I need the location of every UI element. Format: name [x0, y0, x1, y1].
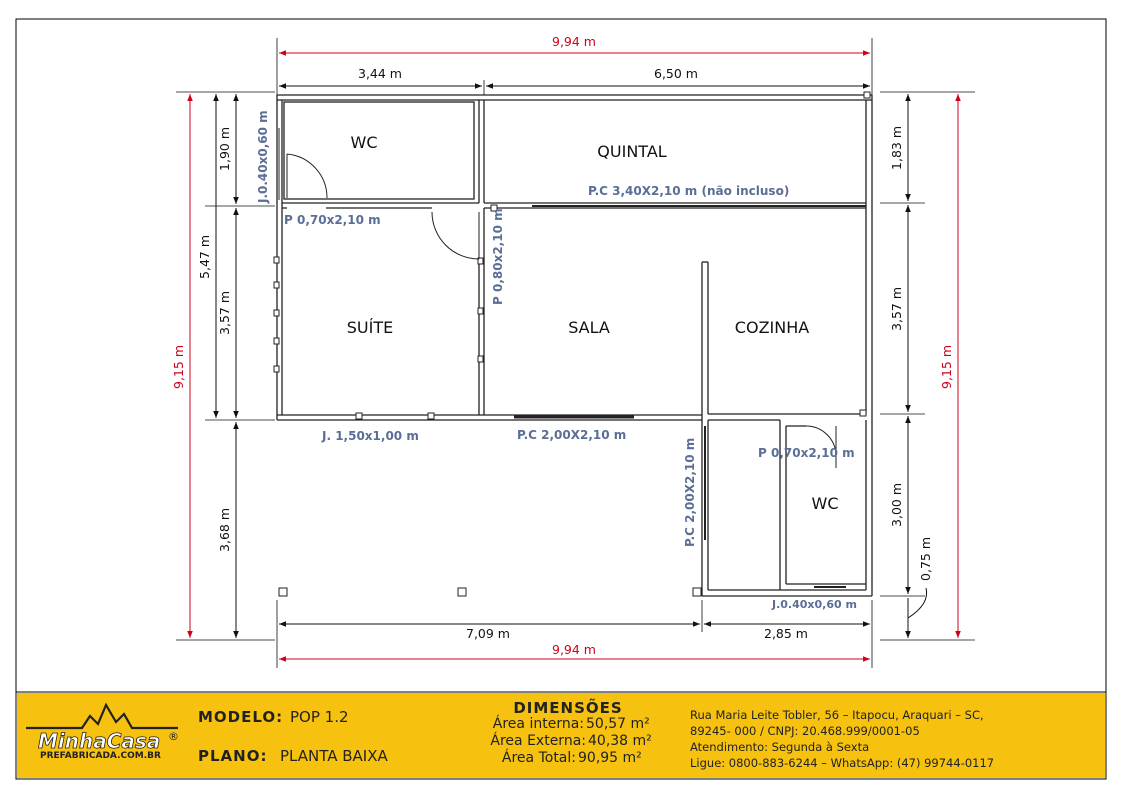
address-line-1: Rua Maria Leite Tobler, 56 – Itapocu, Araquari – SC, [690, 708, 984, 722]
plano-value: PLANTA BAIXA [280, 747, 388, 765]
area-externa-value: 40,38 m² [588, 733, 652, 749]
dim-bottom-total: 9,94 m [552, 642, 596, 657]
address-line-4: Ligue: 0800-883-6244 – WhatsApp: (47) 99744-0117 [690, 756, 995, 770]
label-window-wc-bottom: J.0.40x0,60 m [772, 598, 857, 611]
label-door-sala: P.C 2,00X2,10 m [517, 428, 627, 442]
dim-right-1-83: 1,83 m [889, 126, 904, 170]
dim-left-1-90: 1,90 m [217, 127, 232, 171]
brand-sub: PREFABRICADA.COM.BR [40, 751, 161, 761]
dim-left-3-68: 3,68 m [217, 508, 232, 552]
dim-bottom-left: 7,09 m [466, 626, 510, 641]
dim-right-3-57: 3,57 m [889, 287, 904, 331]
area-total-label: Área Total: [501, 750, 576, 766]
dimensoes-title: DIMENSÕES [513, 699, 623, 717]
dim-left-total: 9,15 m [171, 345, 186, 389]
label-door-wc-bottom: P 0,70x2,10 m [758, 446, 855, 460]
dim-left-3-57: 3,57 m [217, 291, 232, 335]
label-window-wc-top: J.0.40x0,60 m [256, 110, 270, 203]
dim-top-left: 3,44 m [358, 66, 402, 81]
area-externa-label: Área Externa: [490, 733, 586, 749]
dim-right-0-75: 0,75 m [918, 537, 933, 581]
room-suite: SUÍTE [346, 318, 394, 337]
label-door-suite: P 0,80x2,10 m [491, 208, 505, 305]
label-door-cozinha: P.C 2,00X2,10 m [683, 437, 697, 547]
modelo-value: POP 1.2 [290, 708, 349, 726]
dim-right-total: 9,15 m [939, 345, 954, 389]
label-door-wc-top: P 0,70x2,10 m [284, 213, 381, 227]
dim-top-right: 6,50 m [654, 66, 698, 81]
dimension-lines [176, 38, 975, 668]
walls [277, 95, 872, 596]
label-door-quintal: P.C 3,40X2,10 m (não incluso) [588, 184, 790, 198]
room-quintal: QUINTAL [597, 142, 667, 161]
plano-label: PLANO: [198, 747, 268, 765]
brand-registered: ® [168, 730, 179, 743]
dim-right-3-00: 3,00 m [889, 483, 904, 527]
room-cozinha: COZINHA [734, 318, 810, 337]
room-sala: SALA [568, 318, 610, 337]
sheet-border [16, 19, 1106, 779]
address-line-3: Atendimento: Segunda à Sexta [690, 740, 870, 754]
title-block [17, 693, 1105, 778]
room-wc-bottom: WC [811, 494, 839, 513]
area-total-value: 90,95 m² [578, 750, 642, 766]
dim-top-total: 9,94 m [552, 34, 596, 49]
brand-name: MinhaCasa [38, 729, 161, 753]
address-line-2: 89245- 000 / CNPJ: 20.468.999/0001-05 [690, 724, 920, 738]
dim-left-5-47: 5,47 m [197, 235, 212, 279]
area-interna-label: Área interna: [492, 716, 584, 732]
dim-bottom-right: 2,85 m [764, 626, 808, 641]
room-wc-top: WC [350, 133, 378, 152]
area-interna-value: 50,57 m² [586, 716, 650, 732]
label-window-suite: J. 1,50x1,00 m [322, 429, 419, 443]
modelo-label: MODELO: [198, 708, 284, 726]
